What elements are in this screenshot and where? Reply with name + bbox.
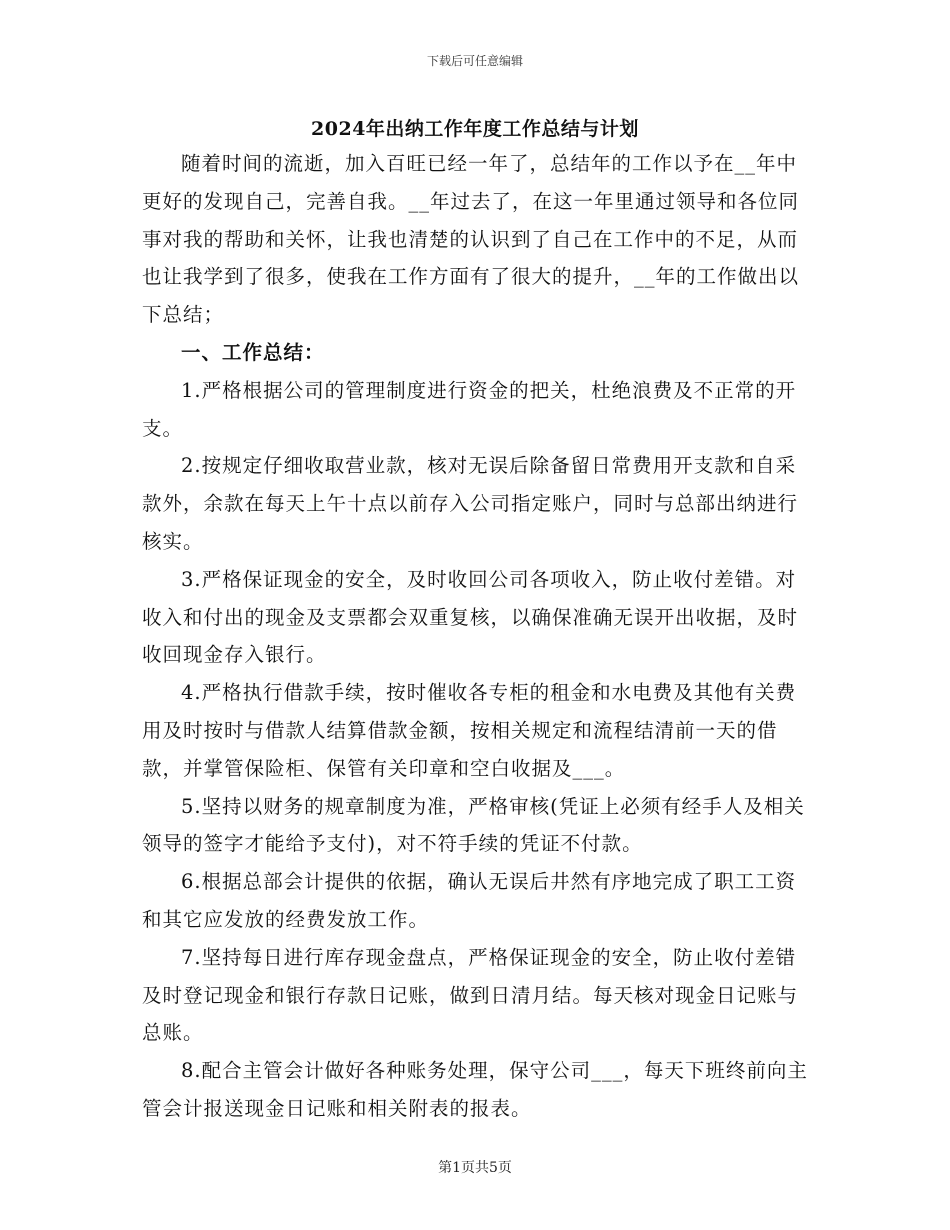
list-item: 8.配合主管会计做好各种账务处理，保守公司___，每天下班终前向主管会计报送现金日记账和相关附表的报表。	[142, 1059, 808, 1120]
section-heading: 一、工作总结：	[181, 340, 325, 364]
list-item: 6.根据总部会计提供的依据，确认无误后井然有序地完成了职工工资和其它应发放的经费发放工作。	[142, 870, 797, 931]
document-body	[142, 145, 812, 1128]
list-item: 5.坚持以财务的规章制度为准，严格审核(凭证上必须有经手人及相关领导的签字才能给予支付)，对不符手续的凭证不付款。	[142, 794, 805, 856]
list-item: 2.按规定仔细收取营业款，核对无误后除备留日常费用开支款和自采款外，余款在每天上午十点以前存入公司指定账户，同时与总部出纳进行核实。	[142, 454, 799, 553]
page-number: 第1页共5页	[438, 1160, 512, 1176]
list-item: 4.严格执行借款手续，按时催收各专柜的租金和水电费及其他有关费用及时按时与借款人结算借款金额，按相关规定和流程结清前一天的借款，并掌管保险柜、保管有关印章和空白收据及___。	[142, 681, 797, 780]
list-item: 7.坚持每日进行库存现金盘点，严格保证现金的安全，防止收付差错及时登记现金和银行存款日记账，做到日清月结。每天核对现金日记账与总账。	[142, 945, 799, 1045]
document-title: 2024年出纳工作年度工作总结与计划	[311, 118, 639, 140]
list-item: 3.严格保证现金的安全，及时收回公司各项收入，防止收付差错。对收入和付出的现金及支票都会双重复核，以确保准确无误开出收据，及时收回现金存入银行。	[142, 567, 799, 667]
intro-paragraph: 随着时间的流逝，加入百旺已经一年了，总结年的工作以予在__年中更好的发现自己，完善自我。__年过去了，在这一年里通过领导和各位同事对我的帮助和关怀，让我也清楚的认识到了自己在工作中的不足，从而也让我学到了很多，使我在工作方面有了很大的提升，__年的工作做出以下总结；	[142, 152, 800, 327]
page-header-note: 下载后可任意编辑	[426, 54, 523, 68]
list-item: 1.严格根据公司的管理制度进行资金的把关，杜绝浪费及不正常的开支。	[142, 378, 797, 440]
